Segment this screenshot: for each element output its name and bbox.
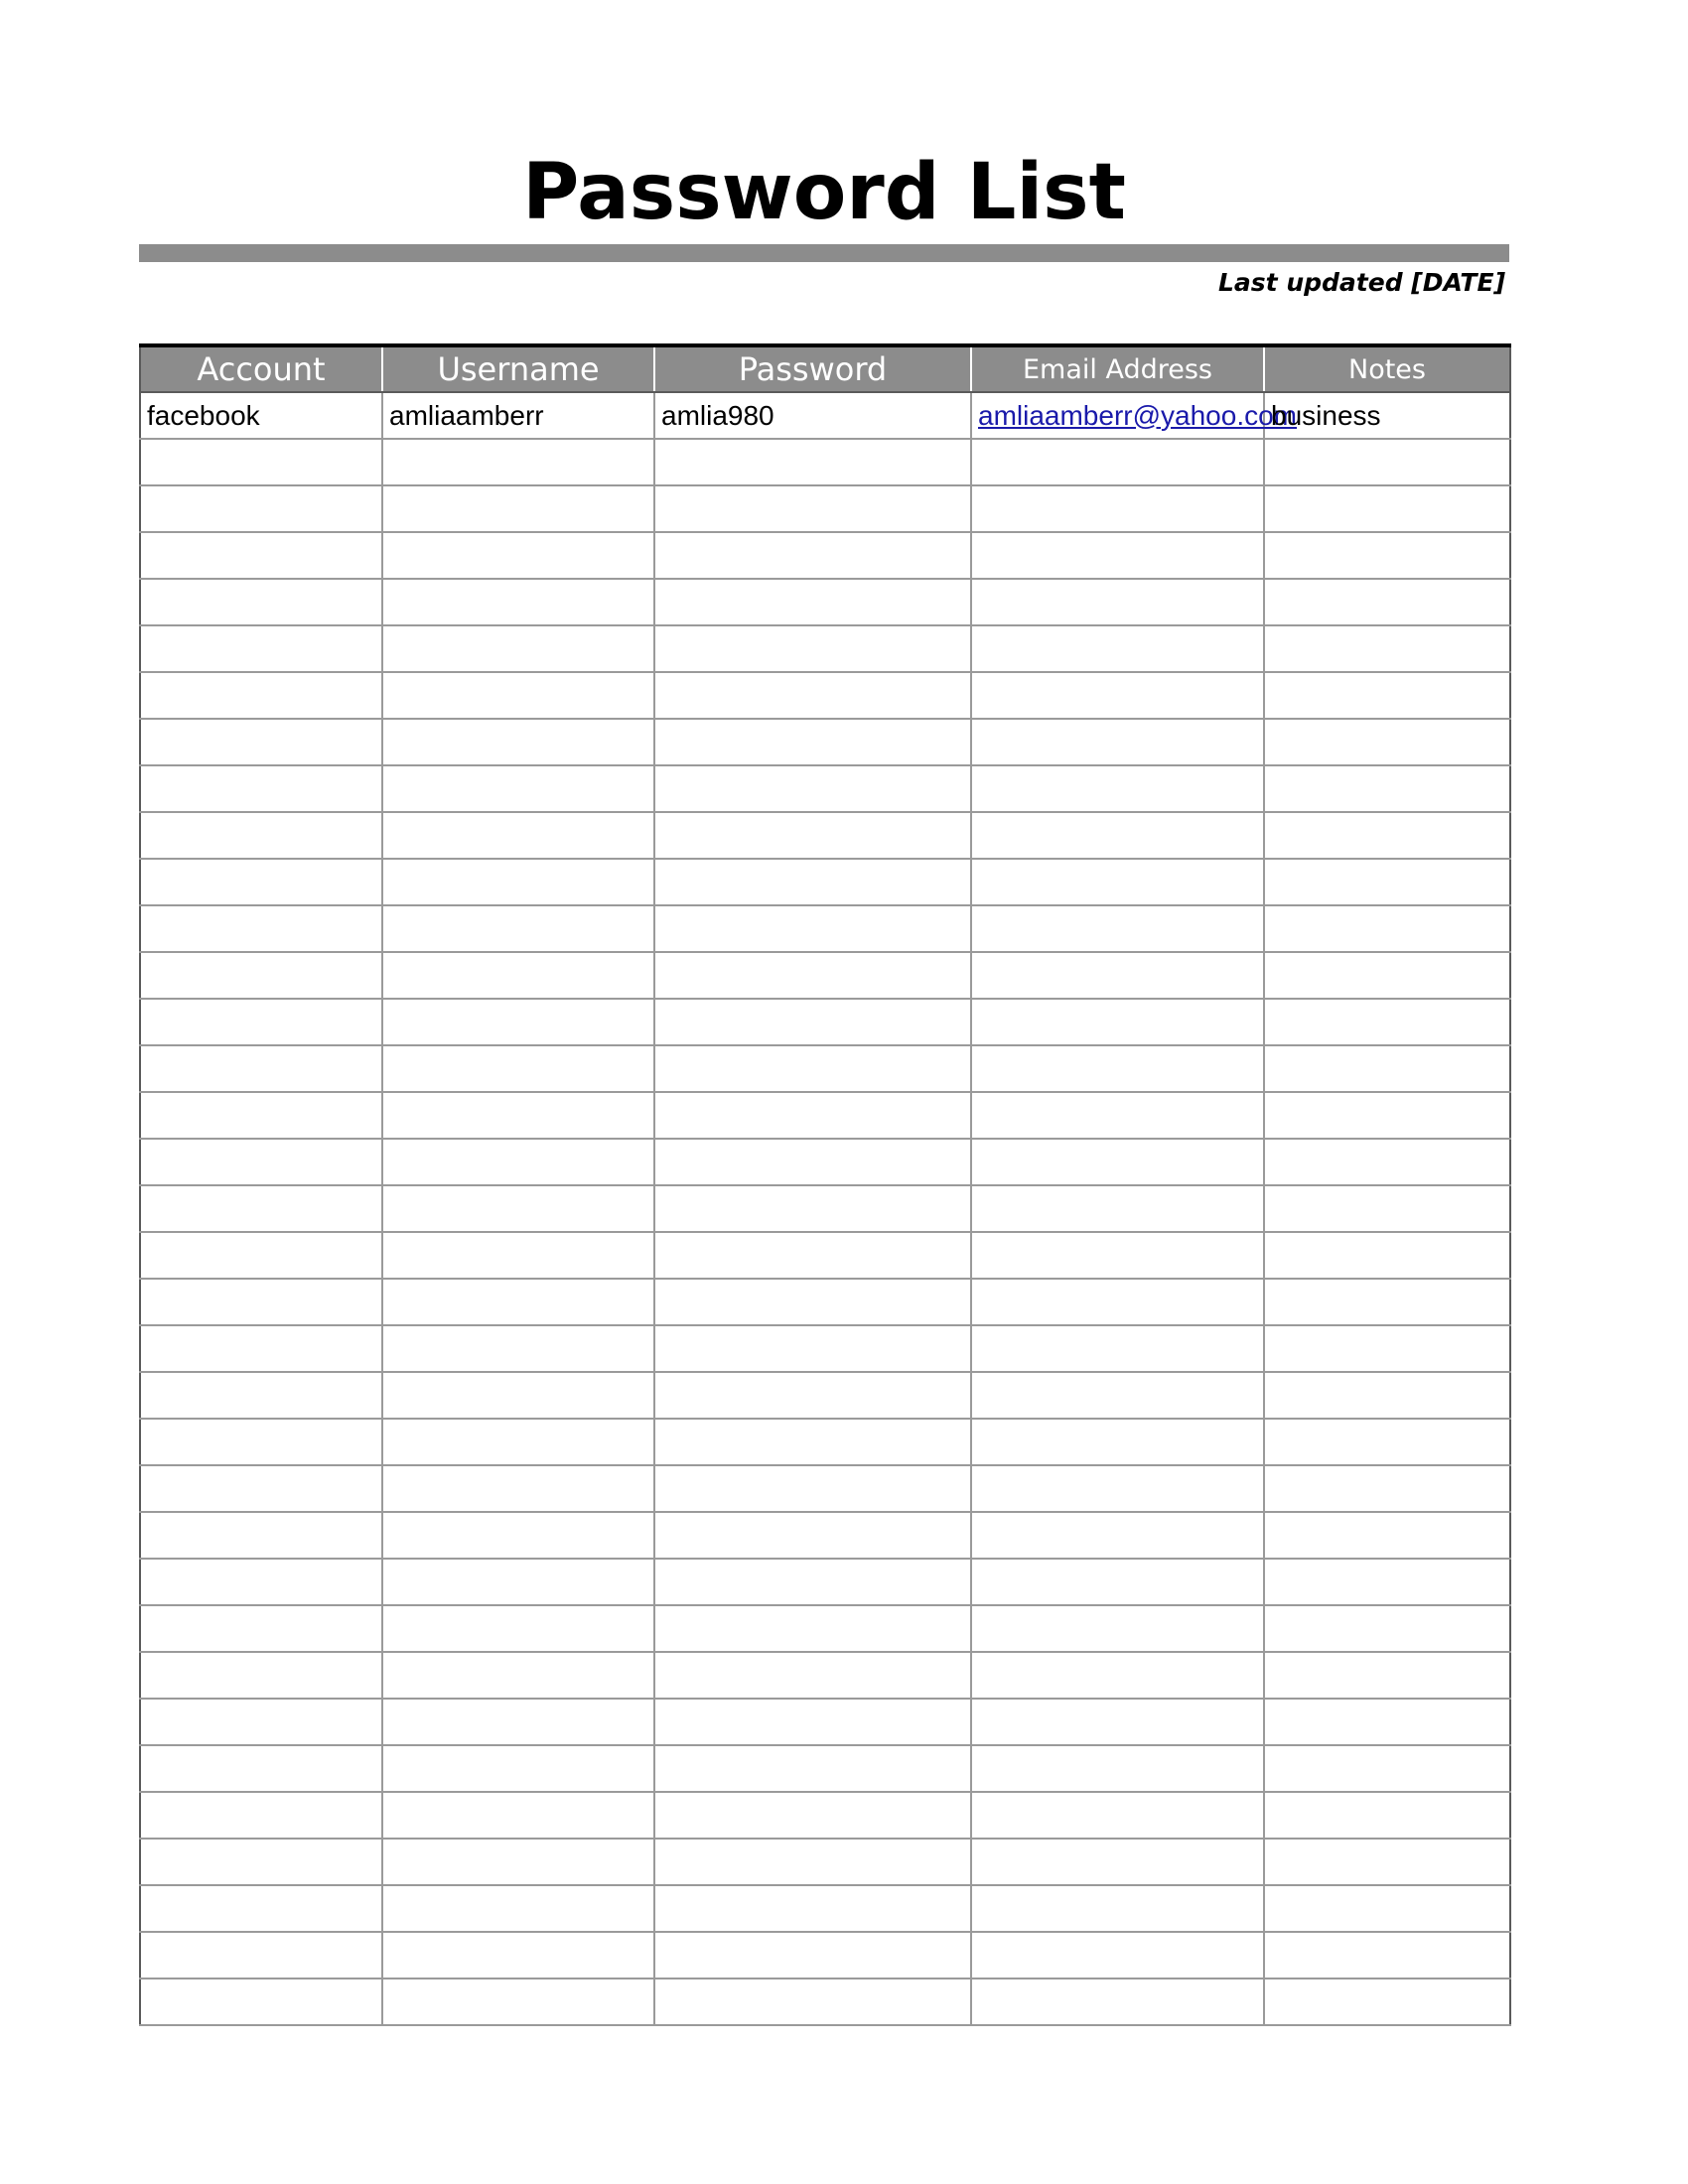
- cell-password[interactable]: [654, 1419, 971, 1465]
- table-row: [140, 952, 1510, 999]
- cell-email[interactable]: [971, 1419, 1264, 1465]
- cell-notes[interactable]: [1264, 1932, 1510, 1979]
- cell-password[interactable]: [654, 1512, 971, 1559]
- cell-password[interactable]: [654, 1372, 971, 1419]
- cell-email[interactable]: [971, 1652, 1264, 1699]
- title-divider: [139, 244, 1509, 262]
- cell-notes[interactable]: [1264, 439, 1510, 485]
- cell-account[interactable]: [140, 1325, 382, 1372]
- cell-password[interactable]: [654, 1092, 971, 1139]
- cell-username[interactable]: [382, 1885, 654, 1932]
- table-row: [140, 1652, 1510, 1699]
- cell-password[interactable]: [654, 1839, 971, 1885]
- table-row: [140, 625, 1510, 672]
- cell-account[interactable]: [140, 1559, 382, 1605]
- table-row: [140, 1745, 1510, 1792]
- table-row: [140, 1045, 1510, 1092]
- cell-username[interactable]: [382, 1699, 654, 1745]
- cell-account[interactable]: [140, 1372, 382, 1419]
- cell-email[interactable]: [971, 812, 1264, 859]
- cell-notes[interactable]: [1264, 1185, 1510, 1232]
- cell-password[interactable]: [654, 952, 971, 999]
- cell-notes[interactable]: [1264, 1465, 1510, 1512]
- cell-password[interactable]: [654, 1932, 971, 1979]
- cell-email[interactable]: [971, 1885, 1264, 1932]
- cell-password[interactable]: [654, 719, 971, 765]
- cell-notes[interactable]: [1264, 1372, 1510, 1419]
- cell-notes[interactable]: [1264, 1139, 1510, 1185]
- table-row: [140, 1559, 1510, 1605]
- cell-password[interactable]: [654, 859, 971, 905]
- cell-notes[interactable]: [1264, 1745, 1510, 1792]
- cell-password[interactable]: [654, 1699, 971, 1745]
- cell-username[interactable]: [382, 999, 654, 1045]
- cell-account[interactable]: [140, 1932, 382, 1979]
- cell-password[interactable]: [654, 812, 971, 859]
- cell-password[interactable]: [654, 765, 971, 812]
- cell-email[interactable]: [971, 1932, 1264, 1979]
- cell-password[interactable]: amlia980: [654, 392, 971, 439]
- table-row: [140, 719, 1510, 765]
- table-row: [140, 1232, 1510, 1279]
- table-row: [140, 999, 1510, 1045]
- table-row: [140, 1185, 1510, 1232]
- last-updated-label: Last updated [DATE]: [1218, 268, 1505, 297]
- cell-email[interactable]: [971, 1279, 1264, 1325]
- cell-email[interactable]: [971, 765, 1264, 812]
- cell-email[interactable]: [971, 1092, 1264, 1139]
- cell-email[interactable]: [971, 1512, 1264, 1559]
- table-row: [140, 1465, 1510, 1512]
- cell-email[interactable]: [971, 1325, 1264, 1372]
- cell-account[interactable]: [140, 952, 382, 999]
- cell-password[interactable]: [654, 905, 971, 952]
- cell-notes[interactable]: [1264, 905, 1510, 952]
- cell-notes[interactable]: business: [1264, 392, 1510, 439]
- cell-password[interactable]: [654, 1979, 971, 2025]
- cell-username[interactable]: [382, 1745, 654, 1792]
- cell-notes[interactable]: [1264, 1979, 1510, 2025]
- cell-email[interactable]: [971, 859, 1264, 905]
- cell-password[interactable]: [654, 1885, 971, 1932]
- cell-password[interactable]: [654, 439, 971, 485]
- cell-password[interactable]: [654, 1185, 971, 1232]
- cell-username[interactable]: [382, 579, 654, 625]
- cell-notes[interactable]: [1264, 1792, 1510, 1839]
- table-row: [140, 1139, 1510, 1185]
- cell-username[interactable]: [382, 1559, 654, 1605]
- cell-username[interactable]: [382, 1605, 654, 1652]
- cell-account[interactable]: [140, 1465, 382, 1512]
- column-header-username[interactable]: Username: [382, 345, 654, 392]
- cell-account[interactable]: [140, 1185, 382, 1232]
- table-row: [140, 812, 1510, 859]
- cell-account[interactable]: [140, 1652, 382, 1699]
- cell-username[interactable]: [382, 672, 654, 719]
- cell-password[interactable]: [654, 1792, 971, 1839]
- table-row: [140, 1979, 1510, 2025]
- cell-username[interactable]: [382, 1279, 654, 1325]
- cell-username[interactable]: [382, 1792, 654, 1839]
- cell-password[interactable]: [654, 1045, 971, 1092]
- cell-email[interactable]: [971, 1839, 1264, 1885]
- table-row: [140, 1512, 1510, 1559]
- cell-password[interactable]: [654, 1232, 971, 1279]
- cell-password[interactable]: [654, 1139, 971, 1185]
- cell-username[interactable]: [382, 1932, 654, 1979]
- cell-password[interactable]: [654, 625, 971, 672]
- cell-account[interactable]: [140, 1045, 382, 1092]
- cell-password[interactable]: [654, 1605, 971, 1652]
- cell-email[interactable]: [971, 1699, 1264, 1745]
- cell-username[interactable]: [382, 485, 654, 532]
- column-header-email-address[interactable]: Email Address: [971, 345, 1264, 392]
- cell-username[interactable]: [382, 1372, 654, 1419]
- cell-email[interactable]: [971, 1979, 1264, 2025]
- cell-notes[interactable]: [1264, 1092, 1510, 1139]
- page-title: Password List: [522, 148, 1126, 237]
- cell-email[interactable]: [971, 1045, 1264, 1092]
- column-header-password[interactable]: Password: [654, 345, 971, 392]
- table-row: [140, 1092, 1510, 1139]
- cell-username[interactable]: [382, 1045, 654, 1092]
- cell-username[interactable]: [382, 1185, 654, 1232]
- table-row: [140, 392, 1510, 439]
- table-row: [140, 1419, 1510, 1465]
- cell-username[interactable]: [382, 812, 654, 859]
- cell-account[interactable]: [140, 439, 382, 485]
- cell-notes[interactable]: [1264, 765, 1510, 812]
- cell-account[interactable]: [140, 719, 382, 765]
- cell-password[interactable]: [654, 532, 971, 579]
- cell-notes[interactable]: [1264, 485, 1510, 532]
- cell-notes[interactable]: [1264, 1559, 1510, 1605]
- cell-notes[interactable]: [1264, 625, 1510, 672]
- table-row: [140, 579, 1510, 625]
- cell-username[interactable]: [382, 1839, 654, 1885]
- cell-notes[interactable]: [1264, 1232, 1510, 1279]
- cell-account[interactable]: [140, 765, 382, 812]
- table-header-row: [140, 345, 1510, 392]
- cell-username[interactable]: [382, 1419, 654, 1465]
- cell-notes[interactable]: [1264, 812, 1510, 859]
- cell-email[interactable]: [971, 485, 1264, 532]
- cell-username[interactable]: amliaamberr: [382, 392, 654, 439]
- table-row: [140, 1279, 1510, 1325]
- cell-account[interactable]: [140, 532, 382, 579]
- cell-notes[interactable]: [1264, 999, 1510, 1045]
- table-row: [140, 859, 1510, 905]
- cell-account[interactable]: [140, 1792, 382, 1839]
- cell-username[interactable]: [382, 1979, 654, 2025]
- cell-password[interactable]: [654, 672, 971, 719]
- cell-email[interactable]: [971, 672, 1264, 719]
- cell-username[interactable]: [382, 625, 654, 672]
- cell-account[interactable]: [140, 905, 382, 952]
- cell-email[interactable]: [971, 625, 1264, 672]
- cell-notes[interactable]: [1264, 1279, 1510, 1325]
- cell-account[interactable]: [140, 1745, 382, 1792]
- cell-notes[interactable]: [1264, 1325, 1510, 1372]
- cell-username[interactable]: [382, 905, 654, 952]
- table-row: [140, 905, 1510, 952]
- cell-username[interactable]: [382, 859, 654, 905]
- cell-notes[interactable]: [1264, 1885, 1510, 1932]
- cell-username[interactable]: [382, 1139, 654, 1185]
- cell-password[interactable]: [654, 1465, 971, 1512]
- cell-username[interactable]: [382, 765, 654, 812]
- cell-email[interactable]: [971, 392, 1297, 439]
- cell-notes[interactable]: [1264, 719, 1510, 765]
- cell-email[interactable]: [971, 719, 1264, 765]
- table-row: [140, 532, 1510, 579]
- cell-email[interactable]: [971, 579, 1264, 625]
- cell-notes[interactable]: [1264, 952, 1510, 999]
- cell-email[interactable]: [971, 439, 1264, 485]
- cell-password[interactable]: [654, 1325, 971, 1372]
- cell-account[interactable]: [140, 1419, 382, 1465]
- cell-account[interactable]: [140, 1232, 382, 1279]
- cell-email[interactable]: [971, 952, 1264, 999]
- cell-username[interactable]: [382, 1325, 654, 1372]
- cell-email[interactable]: [971, 1185, 1264, 1232]
- table-row: [140, 1699, 1510, 1745]
- table-row: [140, 1885, 1510, 1932]
- table-row: [140, 1932, 1510, 1979]
- cell-account[interactable]: [140, 1605, 382, 1652]
- cell-username[interactable]: [382, 1092, 654, 1139]
- cell-email[interactable]: [971, 1792, 1264, 1839]
- cell-username[interactable]: [382, 719, 654, 765]
- column-header-account[interactable]: Account: [140, 345, 382, 392]
- cell-password[interactable]: [654, 485, 971, 532]
- cell-account[interactable]: [140, 1839, 382, 1885]
- cell-account[interactable]: [140, 1092, 382, 1139]
- cell-account[interactable]: [140, 999, 382, 1045]
- cell-account[interactable]: [140, 1279, 382, 1325]
- cell-notes[interactable]: [1264, 532, 1510, 579]
- password-table-container: [139, 343, 1509, 2026]
- cell-account[interactable]: [140, 859, 382, 905]
- cell-account[interactable]: [140, 625, 382, 672]
- cell-account[interactable]: [140, 1979, 382, 2025]
- cell-account[interactable]: [140, 812, 382, 859]
- cell-username[interactable]: [382, 439, 654, 485]
- cell-username[interactable]: [382, 1232, 654, 1279]
- cell-account[interactable]: [140, 1139, 382, 1185]
- cell-email[interactable]: [971, 1372, 1264, 1419]
- table-row: [140, 1792, 1510, 1839]
- cell-account[interactable]: [140, 485, 382, 532]
- table-body: [140, 392, 1510, 2025]
- cell-email[interactable]: [971, 1232, 1264, 1279]
- cell-password[interactable]: [654, 1279, 971, 1325]
- cell-email[interactable]: [971, 1465, 1264, 1512]
- cell-account[interactable]: [140, 579, 382, 625]
- cell-notes[interactable]: [1264, 1045, 1510, 1092]
- table-row: [140, 485, 1510, 532]
- cell-email[interactable]: [971, 905, 1264, 952]
- cell-notes[interactable]: [1264, 1419, 1510, 1465]
- cell-notes[interactable]: [1264, 1839, 1510, 1885]
- cell-email[interactable]: [971, 1559, 1264, 1605]
- cell-email[interactable]: [971, 999, 1264, 1045]
- cell-username[interactable]: [382, 532, 654, 579]
- cell-username[interactable]: [382, 952, 654, 999]
- email-link[interactable]: amliaamberr@yahoo.com: [978, 399, 1297, 431]
- table-row: [140, 765, 1510, 812]
- cell-email[interactable]: [971, 1605, 1264, 1652]
- cell-password[interactable]: [654, 1652, 971, 1699]
- cell-username[interactable]: [382, 1652, 654, 1699]
- cell-notes[interactable]: [1264, 1605, 1510, 1652]
- table-row: [140, 672, 1510, 719]
- table-row: [140, 1839, 1510, 1885]
- cell-notes[interactable]: [1264, 672, 1510, 719]
- table-row: [140, 1372, 1510, 1419]
- cell-notes[interactable]: [1264, 859, 1510, 905]
- cell-password[interactable]: [654, 1745, 971, 1792]
- cell-account[interactable]: [140, 672, 382, 719]
- cell-password[interactable]: [654, 999, 971, 1045]
- table-row: [140, 1605, 1510, 1652]
- cell-username[interactable]: [382, 1465, 654, 1512]
- cell-account[interactable]: [140, 1699, 382, 1745]
- cell-password[interactable]: [654, 1559, 971, 1605]
- table-row: [140, 439, 1510, 485]
- cell-notes[interactable]: [1264, 1699, 1510, 1745]
- password-table: [139, 343, 1511, 2026]
- cell-account[interactable]: facebook: [140, 392, 382, 439]
- cell-email[interactable]: [971, 1745, 1264, 1792]
- cell-password[interactable]: [654, 579, 971, 625]
- cell-account[interactable]: [140, 1512, 382, 1559]
- table-row: [140, 1325, 1510, 1372]
- cell-email[interactable]: [971, 532, 1264, 579]
- cell-notes[interactable]: [1264, 1652, 1510, 1699]
- cell-username[interactable]: [382, 1512, 654, 1559]
- cell-notes[interactable]: [1264, 579, 1510, 625]
- cell-account[interactable]: [140, 1885, 382, 1932]
- column-header-notes[interactable]: Notes: [1264, 345, 1510, 392]
- cell-notes[interactable]: [1264, 1512, 1510, 1559]
- cell-email[interactable]: [971, 1139, 1264, 1185]
